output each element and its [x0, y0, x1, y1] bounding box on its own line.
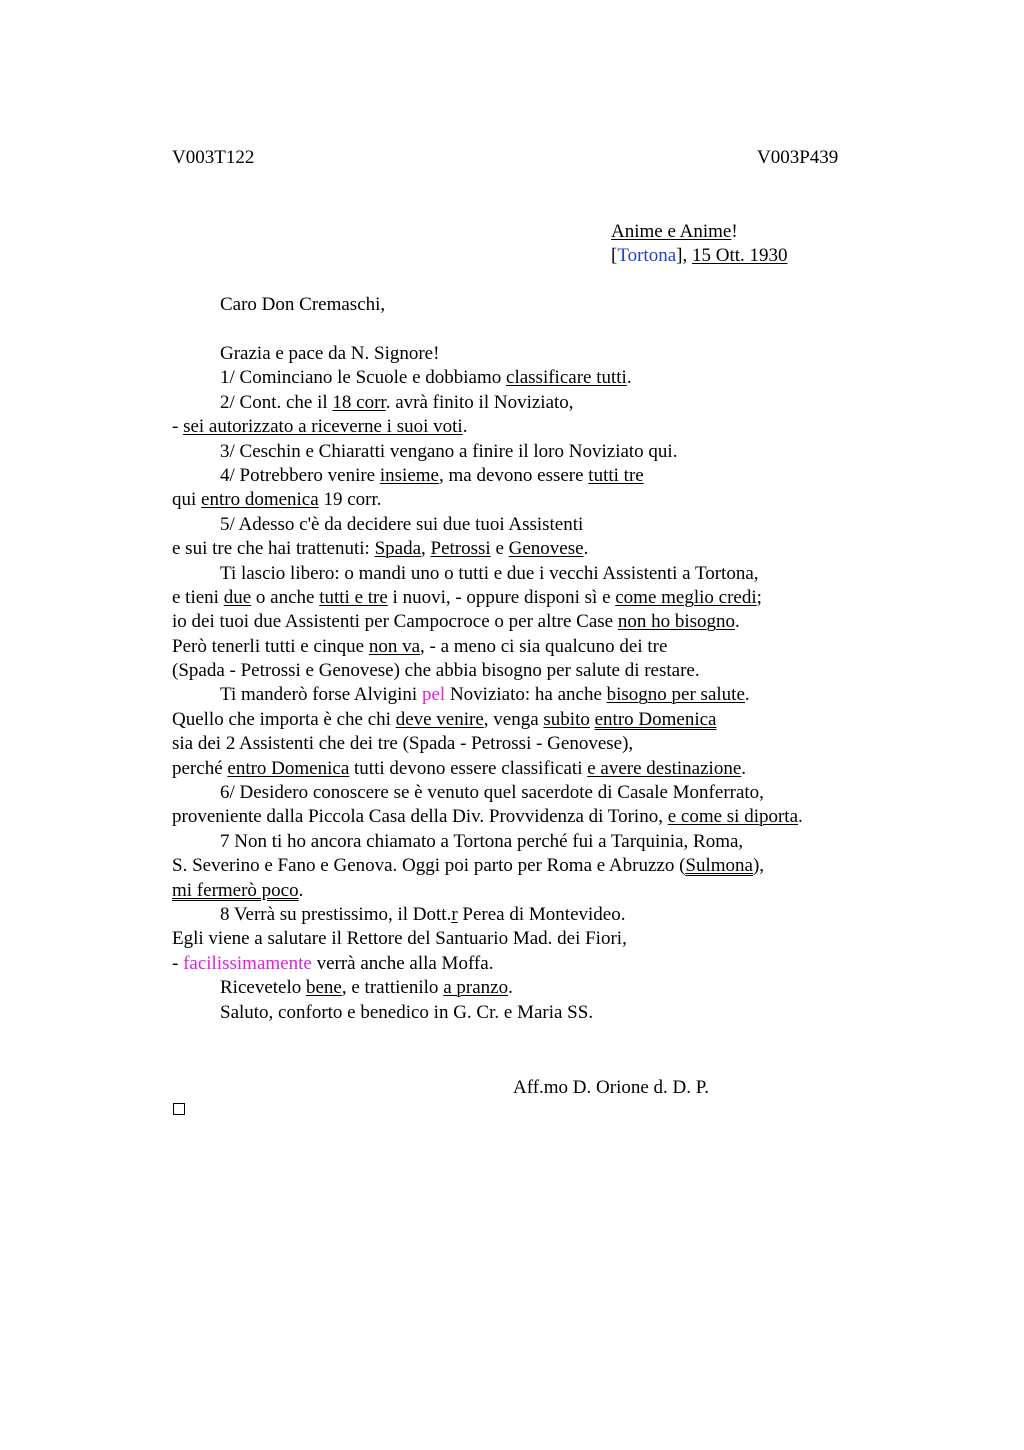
place-date-block: [611, 220, 788, 269]
place-name: Tortona: [617, 245, 677, 267]
body-line: e tieni due o anche tutti e tre i nuovi, - oppure disponi sì e come meglio credi;: [172, 586, 762, 608]
body-line: 3/ Ceschin e Chiaratti vengano a finire il loro Noviziato qui.: [220, 440, 678, 462]
body-line: Saluto, conforto e benedico in G. Cr. e Maria SS.: [220, 1001, 594, 1023]
place-date-line: [Tortona], 15 Ott. 1930: [611, 245, 788, 267]
body-line: Quello che importa è che chi deve venire, venga subito entro Domenica: [172, 708, 717, 730]
body-line: (Spada - Petrossi e Genovese) che abbia bisogno per salute di restare.: [172, 660, 700, 682]
motto-punct: !: [731, 221, 738, 242]
body-line: 2/ Cont. che il 18 corr. avrà finito il Noviziato,: [220, 391, 574, 413]
body-line: 1/ Cominciano le Scuole e dobbiamo classificare tutti.: [220, 367, 632, 389]
body-line: Ti manderò forse Alvigini pel Noviziato: ha anche bisogno per salute.: [220, 684, 750, 706]
body-line: io dei tuoi due Assistenti per Campocroce o per altre Case non ho bisogno.: [172, 611, 740, 633]
letter-date: 15 Ott. 1930: [691, 245, 788, 267]
body-line: - sei autorizzato a riceverne i suoi voti.: [172, 416, 468, 438]
body-line: - facilissimamente verrà anche alla Moffa.: [172, 952, 494, 974]
body-line: 4/ Potrebbero venire insieme, ma devono essere tutti tre: [220, 464, 644, 486]
body-line: sia dei 2 Assistenti che dei tre (Spada - Petrossi - Genovese),: [172, 733, 634, 755]
document-code-right: V003P439: [757, 147, 839, 168]
body-line: Ricevetelo bene, e trattienilo a pranzo.: [220, 977, 513, 999]
motto-line: [611, 220, 788, 244]
document-code-left: V003T122: [172, 147, 255, 168]
body-line: 5/ Adesso c'è da decidere sui due tuoi Assistenti: [220, 513, 584, 535]
motto: Anime e Anime: [611, 221, 732, 242]
body-line: Però tenerli tutti e cinque non va, - a meno ci sia qualcuno dei tre: [172, 635, 668, 657]
signature: Aff.mo D. Orione d. D. P.: [513, 1077, 709, 1098]
body-line: qui entro domenica 19 corr.: [172, 489, 382, 511]
body-line: Ti lascio libero: o mandi uno o tutti e due i vecchi Assistenti a Tortona,: [220, 562, 759, 584]
body-line: mi fermerò poco.: [172, 879, 304, 901]
body-line: e sui tre che hai trattenuti: Spada, Petrossi e Genovese.: [172, 538, 589, 560]
letter-body: [172, 342, 803, 1025]
body-line: Egli viene a salutare il Rettore del Santuario Mad. dei Fiori,: [172, 928, 627, 950]
body-line: 6/ Desidero conoscere se è venuto quel sacerdote di Casale Monferrato,: [220, 782, 764, 804]
body-line: proveniente dalla Piccola Casa della Div. Provvidenza di Torino, e come si diporta.: [172, 806, 803, 828]
empty-box-icon: [173, 1103, 185, 1115]
body-line: 8 Verrà su prestissimo, il Dott.r Perea di Montevideo.: [220, 903, 626, 925]
body-line: Grazia e pace da N. Signore!: [220, 343, 440, 364]
body-line: 7 Non ti ho ancora chiamato a Tortona perché fui a Tarquinia, Roma,: [220, 830, 744, 852]
salutation: Caro Don Cremaschi,: [220, 294, 386, 315]
body-line: S. Severino e Fano e Genova. Oggi poi parto per Roma e Abruzzo (Sulmona),: [172, 855, 765, 877]
body-line: perché entro Domenica tutti devono essere classificati e avere destinazione.: [172, 757, 747, 779]
